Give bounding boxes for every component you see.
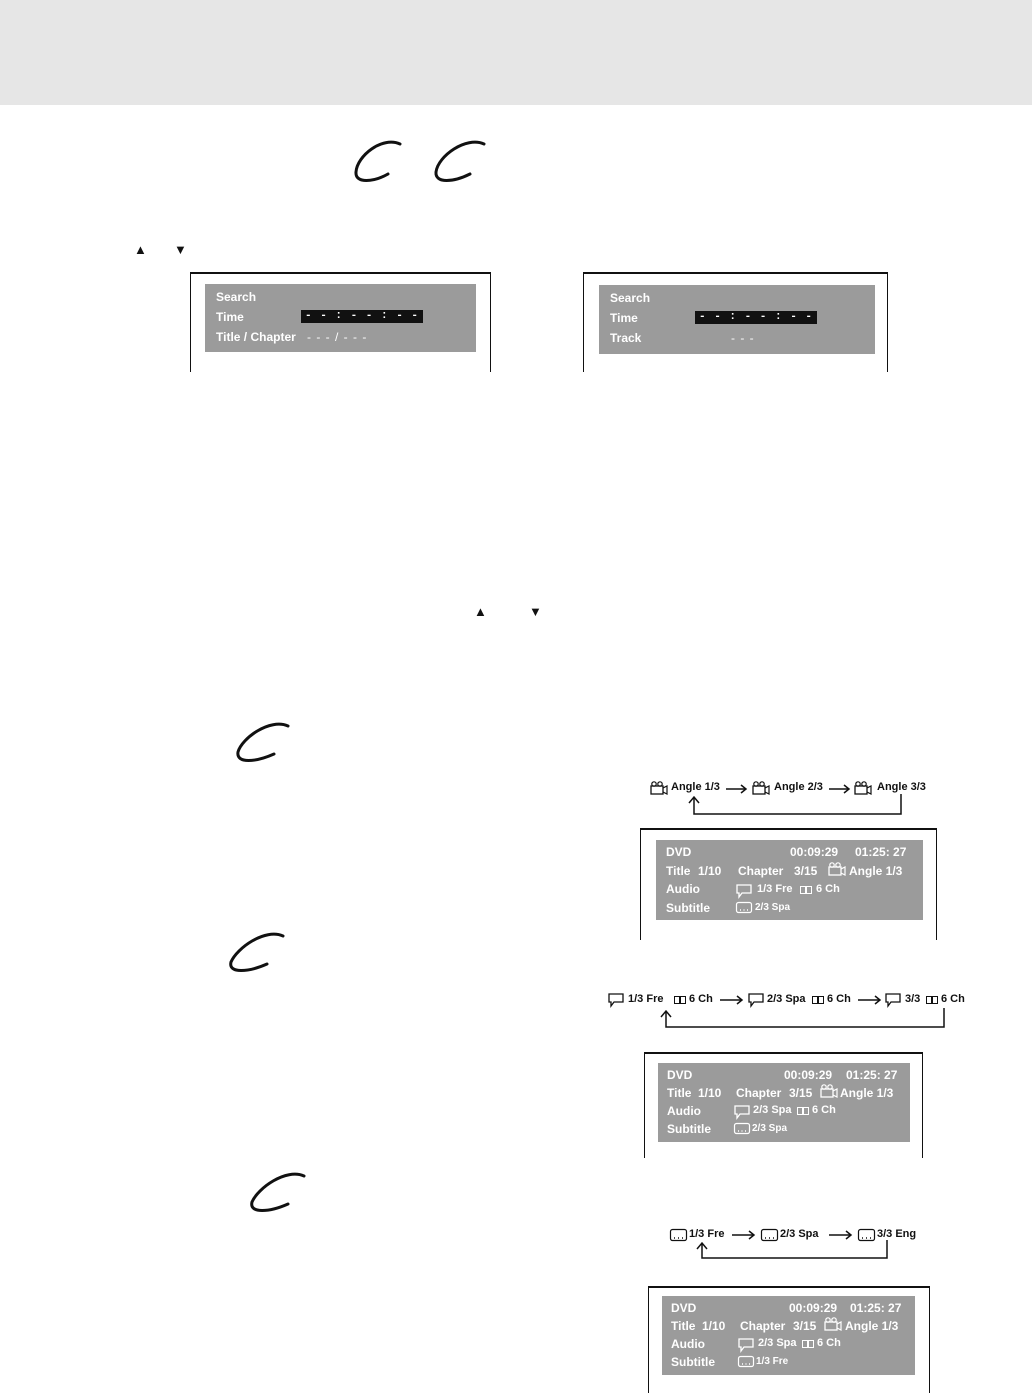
- info-screen-2: [658, 1063, 910, 1142]
- disc-type: DVD: [667, 1068, 693, 1082]
- dolby-icon: [926, 996, 938, 1004]
- title-label: Title: [666, 864, 691, 878]
- dolby-icon: [800, 886, 812, 894]
- audio-option-1: 1/3 Fre: [628, 993, 664, 1005]
- angle-flow: [648, 778, 938, 818]
- time-label: Time: [216, 310, 244, 324]
- time-input-field[interactable]: - - : - - : - -: [695, 311, 817, 324]
- subtitle-value: 1/3 Fre: [756, 1356, 789, 1367]
- down-triangle-icon: ▼: [529, 604, 542, 619]
- title-chapter-label: Title / Chapter: [216, 330, 296, 344]
- down-triangle-icon: ▼: [174, 242, 187, 257]
- subtitle-flow: [668, 1226, 928, 1266]
- audio-label: Audio: [667, 1104, 701, 1118]
- subtitle-box-icon: [736, 902, 752, 913]
- button-scribble-3: [232, 720, 302, 770]
- speech-bubble-icon: [734, 1105, 750, 1119]
- disc-type: DVD: [666, 845, 692, 859]
- total-time: 01:25: 27: [846, 1068, 898, 1082]
- subtitle-box-icon: [670, 1229, 687, 1241]
- subtitle-value: 2/3 Spa: [752, 1123, 788, 1134]
- disc-type: DVD: [671, 1301, 697, 1315]
- audio-option-3: 3/3: [905, 993, 921, 1005]
- chapter-label: Chapter: [736, 1086, 782, 1100]
- subtitle-box-icon: [738, 1356, 754, 1367]
- page-header-band: [0, 0, 1032, 105]
- title-value: 1/10: [698, 1086, 722, 1100]
- subtitle-box-icon: [734, 1123, 750, 1134]
- chapter-value: 3/15: [794, 864, 818, 878]
- subtitle-option-2: 2/3 Spa: [780, 1228, 819, 1240]
- search-heading: Search: [610, 291, 651, 305]
- info-screen-1: [656, 840, 923, 920]
- arrow-right-icon: [720, 995, 744, 1005]
- subtitle-option-3: 3/3 Eng: [877, 1228, 917, 1240]
- button-scribble-4: [225, 930, 295, 980]
- title-chapter-value[interactable]: - - - / - - -: [307, 330, 368, 344]
- subtitle-option-1: 1/3 Fre: [689, 1228, 725, 1240]
- angle-option-2: Angle 2/3: [774, 781, 823, 793]
- chapter-label: Chapter: [740, 1319, 786, 1333]
- angle-option-3: Angle 3/3: [877, 781, 926, 793]
- speech-bubble-icon: [885, 993, 901, 1007]
- camera-angle-icon: [854, 781, 872, 795]
- up-triangle-icon: ▲: [474, 604, 487, 619]
- audio-label: Audio: [671, 1337, 705, 1351]
- audio-channels: 6 Ch: [812, 1104, 836, 1116]
- elapsed-time: 00:09:29: [789, 1301, 838, 1315]
- info-screen-3: [662, 1296, 915, 1375]
- speech-bubble-icon: [748, 993, 764, 1007]
- track-label: Track: [610, 331, 642, 345]
- camera-angle-icon: [752, 781, 770, 795]
- chapter-label: Chapter: [738, 864, 784, 878]
- speech-bubble-icon: [608, 993, 624, 1007]
- title-value: 1/10: [698, 864, 722, 878]
- title-label: Title: [671, 1319, 696, 1333]
- audio-option-2-channels: 6 Ch: [827, 993, 851, 1005]
- camera-angle-icon: [650, 781, 668, 795]
- subtitle-value: 2/3 Spa: [755, 902, 791, 913]
- subtitle-label: Subtitle: [667, 1122, 711, 1136]
- track-value[interactable]: - - -: [731, 331, 755, 345]
- audio-channels: 6 Ch: [816, 883, 840, 895]
- elapsed-time: 00:09:29: [784, 1068, 833, 1082]
- angle-value: Angle 1/3: [840, 1086, 894, 1100]
- up-triangle-icon: ▲: [134, 242, 147, 257]
- camera-angle-icon: [828, 862, 846, 876]
- arrow-right-icon: [858, 995, 882, 1005]
- arrow-right-icon: [726, 784, 748, 794]
- title-label: Title: [667, 1086, 692, 1100]
- subtitle-label: Subtitle: [666, 901, 710, 915]
- speech-bubble-icon: [738, 1338, 754, 1352]
- search-screen-dvd: [205, 284, 476, 352]
- camera-angle-icon: [820, 1084, 838, 1098]
- button-scribble-5: [246, 1170, 316, 1220]
- dolby-icon: [802, 1340, 814, 1348]
- total-time: 01:25: 27: [855, 845, 907, 859]
- time-label: Time: [610, 311, 638, 325]
- angle-value: Angle 1/3: [849, 864, 903, 878]
- audio-label: Audio: [666, 882, 700, 896]
- camera-angle-icon: [824, 1317, 842, 1331]
- audio-option-1-channels: 6 Ch: [689, 993, 713, 1005]
- button-scribble-1: [352, 138, 422, 188]
- angle-option-1: Angle 1/3: [671, 781, 720, 793]
- subtitle-label: Subtitle: [671, 1355, 715, 1369]
- arrow-right-icon: [829, 1230, 853, 1240]
- dolby-icon: [812, 996, 824, 1004]
- audio-option-2: 2/3 Spa: [767, 993, 806, 1005]
- audio-value: 2/3 Spa: [758, 1337, 797, 1349]
- speech-bubble-icon: [736, 884, 752, 898]
- total-time: 01:25: 27: [850, 1301, 902, 1315]
- title-value: 1/10: [702, 1319, 726, 1333]
- time-input-field[interactable]: - - : - - : - -: [301, 310, 423, 323]
- elapsed-time: 00:09:29: [790, 845, 839, 859]
- dolby-icon: [674, 996, 686, 1004]
- search-heading: Search: [216, 290, 257, 304]
- chapter-value: 3/15: [789, 1086, 813, 1100]
- audio-option-3-channels: 6 Ch: [941, 993, 965, 1005]
- loop-back-arrow: [660, 1008, 950, 1030]
- arrow-right-icon: [829, 784, 851, 794]
- angle-value: Angle 1/3: [845, 1319, 899, 1333]
- loop-back-arrow: [688, 794, 908, 818]
- button-scribble-2: [428, 138, 498, 188]
- chapter-value: 3/15: [793, 1319, 817, 1333]
- audio-value: 1/3 Fre: [757, 883, 793, 895]
- audio-flow: [606, 990, 972, 1032]
- audio-channels: 6 Ch: [817, 1337, 841, 1349]
- arrow-right-icon: [732, 1230, 756, 1240]
- audio-value: 2/3 Spa: [753, 1104, 792, 1116]
- search-screen-cd: [599, 285, 875, 354]
- dolby-icon: [797, 1107, 809, 1115]
- loop-back-arrow: [696, 1240, 892, 1262]
